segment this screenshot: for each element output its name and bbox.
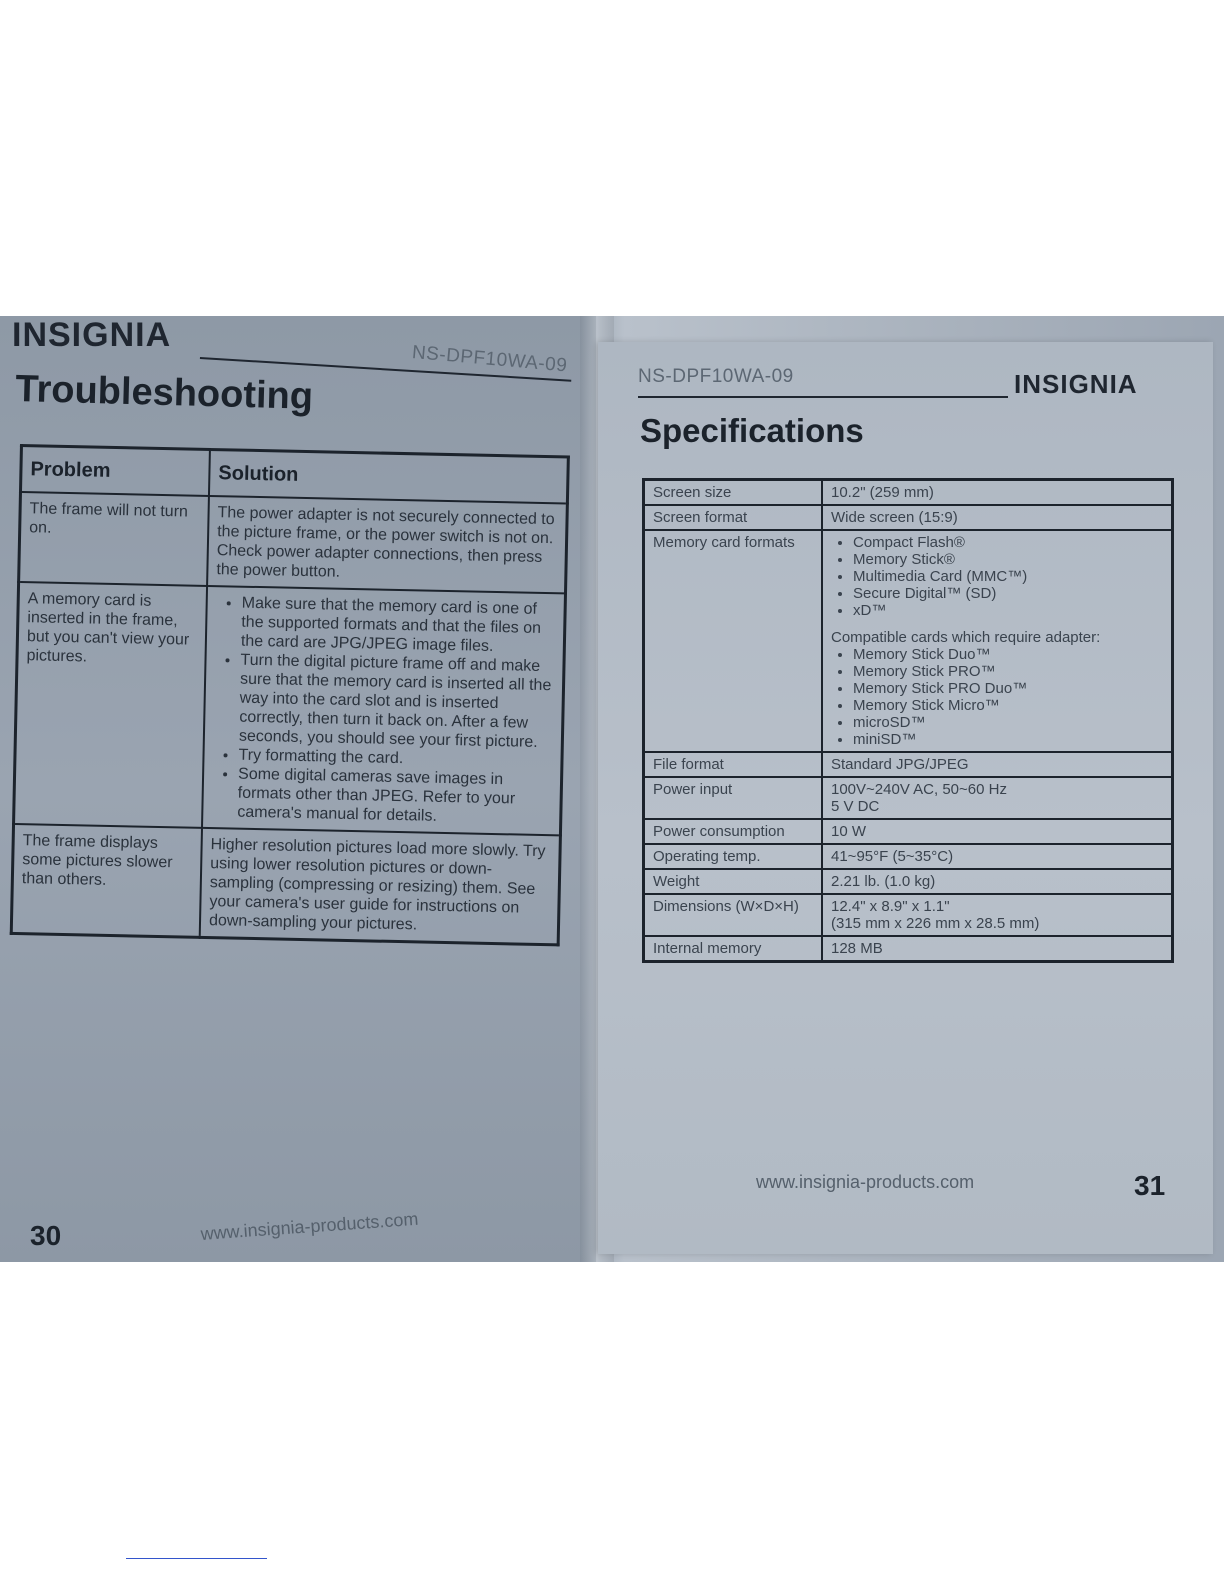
spec-value: 2.21 lb. (1.0 kg) — [822, 869, 1173, 894]
list-item: • Secure Digital™ (SD) — [853, 585, 1163, 602]
header-rule-right — [638, 396, 1008, 398]
list-item: • Memory Stick PRO™ — [853, 663, 1163, 680]
troubleshooting-table — [10, 444, 570, 946]
adapter-card-list — [831, 646, 1163, 748]
spec-label: Internal memory — [644, 936, 823, 962]
spec-label: Power consumption — [644, 819, 823, 844]
list-item: • xD™ — [853, 602, 1163, 619]
spec-label: Memory card formats — [644, 530, 823, 752]
spec-value — [822, 777, 1173, 819]
spec-value — [822, 530, 1173, 752]
spec-value: Standard JPG/JPEG — [822, 752, 1173, 777]
spec-value: 128 MB — [822, 936, 1173, 962]
list-item: • Memory Stick PRO Duo™ — [853, 680, 1163, 697]
column-header-solution: Solution — [209, 449, 568, 503]
spec-label: Operating temp. — [644, 844, 823, 869]
list-item: • Compact Flash® — [853, 534, 1163, 551]
footer-rule — [126, 1558, 267, 1559]
list-item: • Some digital cameras save images in formats other than JPEG. Refer to your camera's manual for details. — [237, 765, 552, 829]
table-row — [644, 936, 1173, 962]
problem-cell: A memory card is inserted in the frame, but you can't view your pictures. — [14, 582, 208, 828]
column-header-problem: Problem — [20, 446, 209, 496]
specifications-table — [642, 478, 1174, 963]
spec-value-line: 5 V DC — [831, 798, 880, 815]
table-row — [644, 819, 1173, 844]
table-row — [19, 492, 568, 593]
spec-label: Dimensions (W×D×H) — [644, 894, 823, 936]
spec-label: Power input — [644, 777, 823, 819]
table-row — [644, 480, 1173, 506]
adapter-note: Compatible cards which require adapter: — [831, 629, 1101, 646]
list-item: • Memory Stick Micro™ — [853, 697, 1163, 714]
page-number-left: 30 — [30, 1220, 62, 1251]
spec-value: Wide screen (15:9) — [822, 505, 1173, 530]
left-page — [0, 316, 596, 1262]
list-item: • Multimedia Card (MMC™) — [853, 568, 1163, 585]
table-row — [644, 894, 1173, 936]
manual-spread — [0, 316, 1224, 1262]
spec-label: Screen format — [644, 505, 823, 530]
spec-value-line: 12.4" x 8.9" x 1.1" — [831, 898, 950, 915]
page-title-specifications: Specifications — [640, 412, 864, 449]
website-url-left: www.insignia-products.com — [200, 1208, 419, 1244]
insignia-logo-right: INSIGNIA — [1014, 369, 1138, 399]
list-item: • Memory Stick® — [853, 551, 1163, 568]
spec-label: File format — [644, 752, 823, 777]
table-row — [11, 824, 560, 945]
insignia-logo-left: INSIGNIA — [12, 316, 172, 354]
solution-cell — [202, 586, 565, 835]
spec-value: 10 W — [822, 819, 1173, 844]
list-item: • Try formatting the card. — [238, 746, 552, 772]
spec-value-line: (315 mm x 226 mm x 28.5 mm) — [831, 915, 1040, 932]
spec-label: Screen size — [644, 480, 823, 506]
table-row — [644, 844, 1173, 869]
model-number-left: NS-DPF10WA-09 — [411, 342, 569, 377]
problem-cell: The frame will not turn on. — [19, 492, 209, 586]
spec-value — [822, 894, 1173, 936]
spec-value: 41~95°F (5~35°C) — [822, 844, 1173, 869]
spec-label: Weight — [644, 869, 823, 894]
list-item: • Memory Stick Duo™ — [853, 646, 1163, 663]
table-row — [14, 582, 566, 835]
page-number-right: 31 — [1134, 1170, 1166, 1201]
table-row — [644, 530, 1173, 752]
page-title-troubleshooting: Troubleshooting — [14, 368, 314, 418]
solution-cell: Higher resolution pictures load more slowly. Try using lower resolution pictures or down-sampling (compressing or resizing) them. See your camera's user guide for instructions on down-sampling your pictures. — [200, 828, 561, 945]
list-item: • miniSD™ — [853, 731, 1163, 748]
list-item: • microSD™ — [853, 714, 1163, 731]
spec-value: 10.2" (259 mm) — [822, 480, 1173, 506]
spec-value-line: 100V~240V AC, 50~60 Hz — [831, 781, 1007, 798]
website-url-right: www.insignia-products.com — [756, 1172, 975, 1192]
solution-cell: The power adapter is not securely connected to the picture frame, or the power switch is not on. Check power adapter connections, then press the power button. — [207, 496, 567, 593]
list-item: • Turn the digital picture frame off and make sure that the memory card is inserted all the way into the card slot and is inserted correctly, then turn it back on. After a few seconds, you should see your first picture. — [239, 651, 555, 753]
problem-cell: The frame displays some pictures slower than others. — [11, 824, 202, 937]
table-row — [644, 869, 1173, 894]
table-row — [644, 777, 1173, 819]
memory-card-list — [831, 534, 1163, 619]
model-number-right: NS-DPF10WA-09 — [638, 366, 794, 387]
table-row — [644, 752, 1173, 777]
solution-list — [211, 593, 556, 828]
table-row — [644, 505, 1173, 530]
list-item: • Make sure that the memory card is one of the supported formats and that the files on the card are JPG/JPEG image files. — [241, 594, 556, 658]
